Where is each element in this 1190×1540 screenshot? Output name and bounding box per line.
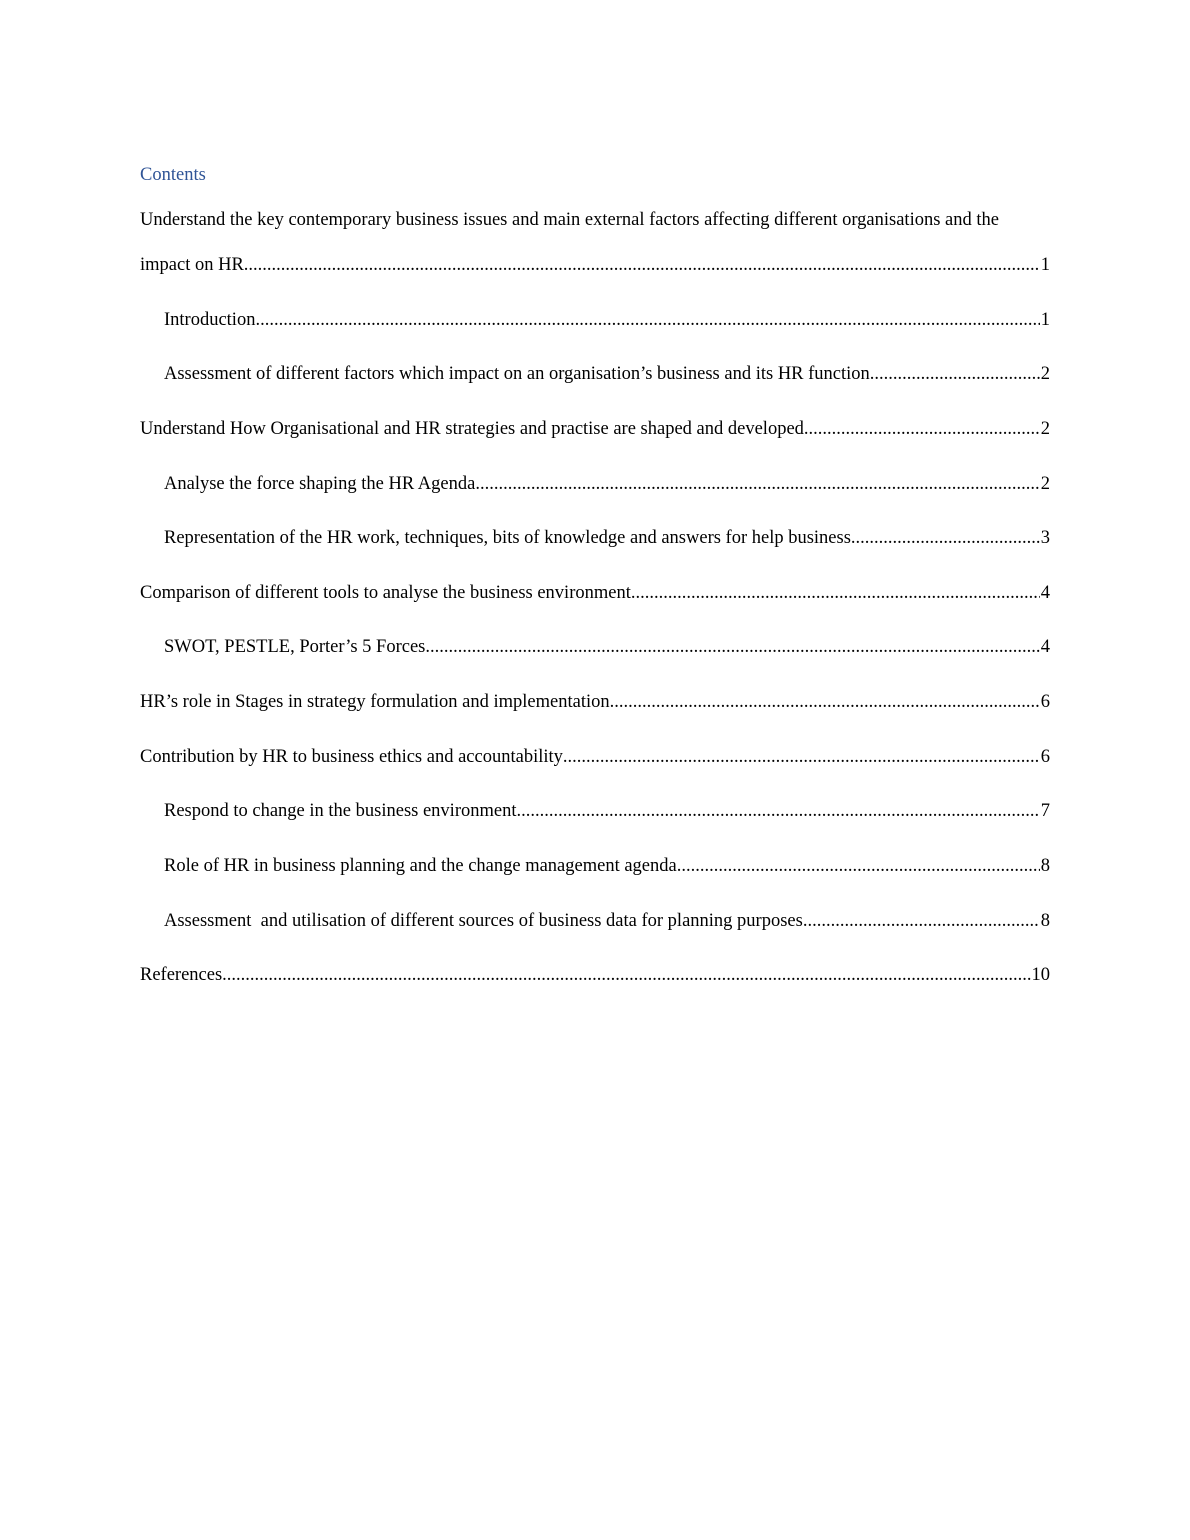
toc-entry-title[interactable]: Assessment and utilisation of different sources of business data for planning purposes [164, 911, 803, 931]
toc-page-number: 7 [1040, 801, 1050, 821]
toc-entry-13[interactable] [164, 908, 1050, 934]
dot-leader [870, 361, 1040, 387]
toc-entry-6[interactable] [164, 525, 1050, 551]
dot-leader [222, 962, 1030, 988]
toc-entry-title[interactable]: Contribution by HR to business ethics and accountability [140, 747, 563, 767]
toc-page-number: 4 [1040, 637, 1050, 657]
toc-entry-1-first-line[interactable] [140, 207, 1050, 233]
dot-leader [610, 689, 1040, 715]
toc-entry-2[interactable] [164, 307, 1050, 333]
dot-leader [803, 908, 1040, 934]
toc-entry-title[interactable]: Representation of the HR work, techniques, bits of knowledge and answers for help business [164, 528, 851, 548]
dot-leader [244, 252, 1040, 278]
toc-entry-9[interactable] [140, 689, 1050, 715]
toc-entry-14[interactable] [140, 962, 1050, 988]
toc-page-number: 10 [1031, 965, 1050, 985]
dot-leader [563, 744, 1040, 770]
toc-page-number: 3 [1040, 528, 1050, 548]
dot-leader [631, 580, 1040, 606]
toc-entry-11[interactable] [164, 798, 1050, 824]
toc-entry-title[interactable]: Respond to change in the business environment [164, 801, 517, 821]
dot-leader [425, 634, 1039, 660]
toc-entry-title[interactable]: Introduction [164, 310, 256, 330]
toc-page-number: 2 [1040, 474, 1050, 494]
toc-entry-title[interactable]: Understand How Organisational and HR strategies and practise are shaped and developed [140, 419, 804, 439]
toc-entry-1[interactable] [140, 252, 1050, 278]
toc-entry-10[interactable] [140, 744, 1050, 770]
dot-leader [255, 307, 1039, 333]
toc-entry-title[interactable]: Analyse the force shaping the HR Agenda [164, 474, 476, 494]
toc-entry-title[interactable]: HR’s role in Stages in strategy formulation and implementation [140, 692, 610, 712]
toc-page-number: 2 [1040, 419, 1050, 439]
toc-page-number: 2 [1040, 364, 1050, 384]
toc-entry-title[interactable]: References [140, 965, 223, 985]
toc-entry-title[interactable]: SWOT, PESTLE, Porter’s 5 Forces [164, 637, 426, 657]
toc-page-number: 4 [1040, 583, 1050, 603]
toc-page-number: 6 [1040, 692, 1050, 712]
toc-page-number: 1 [1040, 310, 1050, 330]
toc-entry-3[interactable] [164, 361, 1050, 387]
toc-entry-title[interactable]: Understand the key contemporary business issues and main external factors affecting different organisations and the [140, 210, 999, 230]
dot-leader [804, 416, 1040, 442]
toc-entry-12[interactable] [164, 853, 1050, 879]
dot-leader [677, 853, 1040, 879]
toc-entry-title[interactable]: Comparison of different tools to analyse the business environment [140, 583, 631, 603]
toc-page-number: 1 [1040, 255, 1050, 275]
dot-leader [475, 471, 1039, 497]
dot-leader [516, 798, 1039, 824]
toc-entry-title[interactable]: Role of HR in business planning and the change management agenda [164, 856, 677, 876]
toc-entry-4[interactable] [140, 416, 1050, 442]
toc-entry-7[interactable] [140, 580, 1050, 606]
toc-page-number: 8 [1040, 911, 1050, 931]
toc-entry-title[interactable]: Assessment of different factors which impact on an organisation’s business and its HR function [164, 364, 870, 384]
toc-heading: Contents [140, 165, 206, 185]
dot-leader [851, 525, 1040, 551]
toc-entry-8[interactable] [164, 634, 1050, 660]
toc-entry-title[interactable]: impact on HR [140, 255, 244, 275]
toc-page-number: 8 [1040, 856, 1050, 876]
toc-entry-5[interactable] [164, 471, 1050, 497]
toc-page-number: 6 [1040, 747, 1050, 767]
